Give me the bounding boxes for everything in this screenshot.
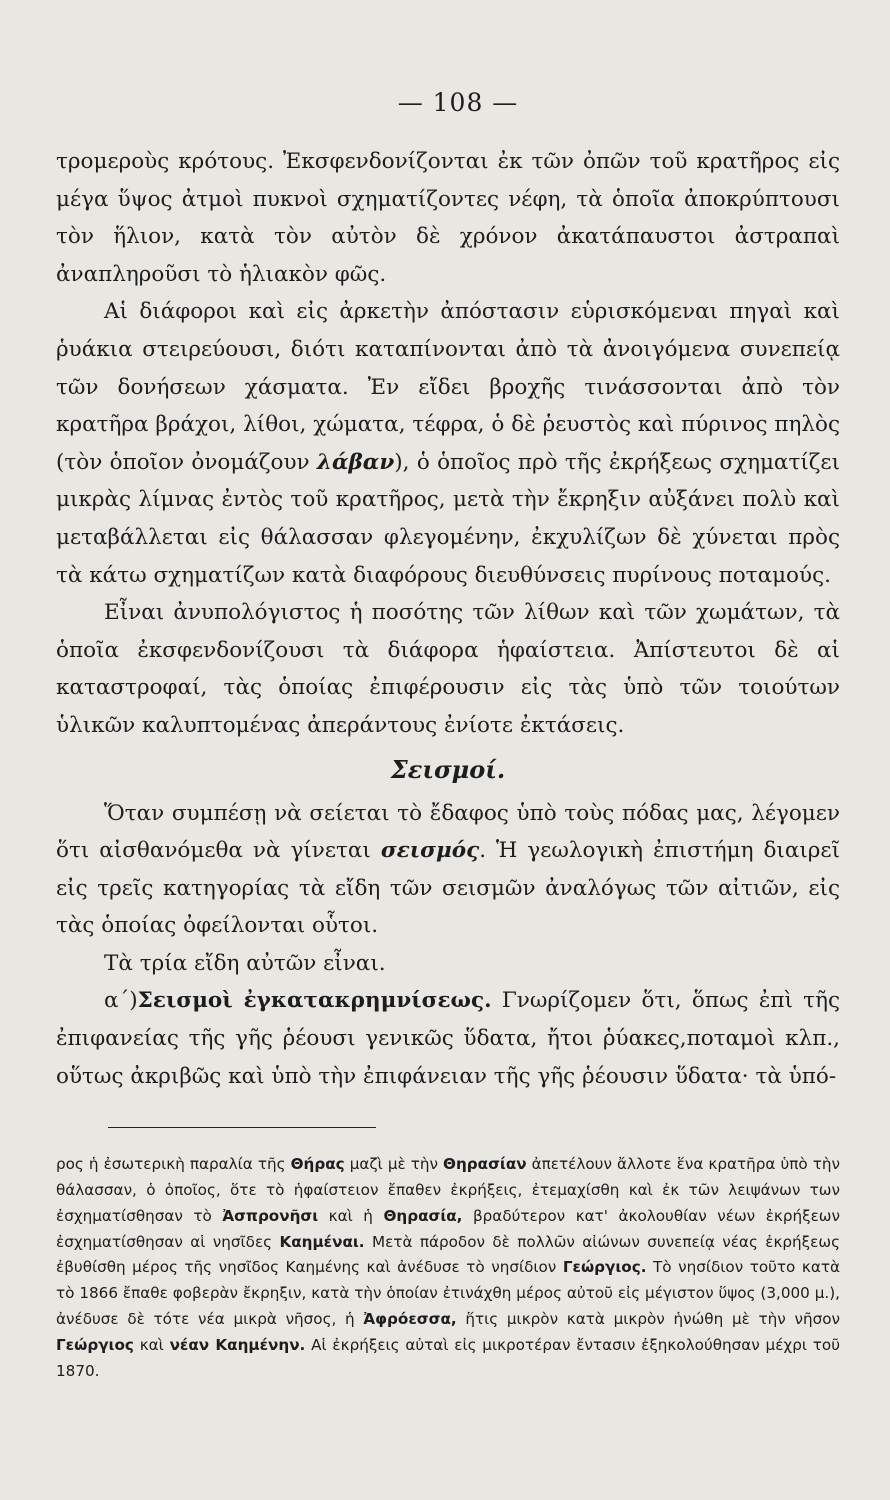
emphasis-run: Γεώργιος. bbox=[562, 1258, 647, 1277]
emphasis-run: Ἀσπρονῆσι bbox=[222, 1206, 319, 1225]
paragraphs-after-heading bbox=[56, 795, 840, 1096]
text-run: Τὰ τρία εἴδη αὐτῶν εἶναι. bbox=[104, 950, 386, 976]
footnote-paragraph bbox=[56, 1152, 840, 1384]
page-number: — 108 — bbox=[397, 88, 519, 117]
footnote-divider bbox=[108, 1127, 376, 1128]
text-run: ἥτις μικρὸν κατὰ μικρὸν ἡνώθη μὲ τὴν νῆσον bbox=[456, 1310, 840, 1329]
main-text bbox=[56, 143, 840, 1095]
emphasis-run: Θηρασία, bbox=[383, 1206, 463, 1225]
text-run: μαζὶ μὲ τὴν bbox=[344, 1155, 444, 1174]
footnote bbox=[56, 1152, 840, 1384]
emphasis-run: Καημέναι. bbox=[279, 1232, 365, 1251]
paragraph bbox=[56, 594, 840, 744]
emphasis-run: λάβαν bbox=[316, 449, 395, 475]
text-run: καὶ ἡ bbox=[318, 1206, 384, 1225]
text-run: τρομεροὺς κρότους. Ἐκσφενδονίζονται ἐκ τῶν ὀπῶν τοῦ κρατῆρος εἰς μέγα ὕψος ἀτμοὶ πυκνοὶ σχηματίζοντες νέφη, τὰ ὁποῖα ἀποκρύπτουσι τὸν ἥλιον, κατὰ τὸν αὐτὸν δὲ χρόνον ἀκατάπαυστοι ἀστραπαὶ ἀναπληροῦσι τὸ ἡλιακὸν φῶς. bbox=[56, 149, 840, 287]
text-run: Αἱ διάφοροι καὶ εἰς ἀρκετὴν ἀπόστασιν εὑρισκόμεναι πηγαὶ καὶ ῥυάκια στειρεύουσι, διότι καταπίνονται ἀπὸ τὰ ἀνοιγόμενα συνεπείᾳ τῶν δονήσεων χάσματα. Ἐν εἴδει βροχῆς τινάσσονται ἀπὸ τὸν κρατῆρα βράχοι, λίθοι, χώματα, τέφρα, ὁ δὲ ῥευστὸς καὶ πύρινος πηλὸς (τὸν ὁποῖον ὀνομάζουν bbox=[56, 299, 840, 475]
paragraphs-before-heading bbox=[56, 143, 840, 745]
text-run: . Ἡ γεωλογικὴ ἐπιστήμη διαιρεῖ εἰς τρεῖς κατηγορίας τὰ εἴδη τῶν σεισμῶν ἀναλόγως τῶν αἰτιῶν, εἰς τὰς ὁποίας ὀφείλονται οὗτοι. bbox=[56, 838, 840, 939]
emphasis-run: σεισμός bbox=[380, 838, 480, 864]
text-run: ἀπετέλουν ἄλλοτε ἕνα κρατῆρα ὑπὸ τὴν θάλασσαν, ὁ ὁποῖος, ὅτε τὸ ἡφαίστειον ἔπαθεν ἐκρήξεις, ἐτεμαχίσθη καὶ ἐκ τῶν λειψάνων των ἐσχηματίσθησαν τὸ bbox=[56, 1155, 840, 1225]
paragraph bbox=[56, 143, 840, 293]
text-run: α΄) bbox=[104, 988, 138, 1014]
text-run: καὶ bbox=[133, 1335, 170, 1354]
emphasis-run: νέαν Καημένην. bbox=[169, 1335, 306, 1354]
emphasis-run: Ἀφρόεσσα, bbox=[363, 1310, 457, 1329]
text-run: Ὅταν συμπέσῃ νὰ σείεται τὸ ἔδαφος ὑπὸ τοὺς πόδας μας, λέγομεν ὅτι αἰσθανόμεθα νὰ γίνεται bbox=[56, 800, 840, 864]
text-run: ρος ἡ ἐσωτερικὴ παραλία τῆς bbox=[56, 1155, 291, 1174]
text-run: Τὸ νησίδιον τοῦτο κατὰ τὸ 1866 ἔπαθε φοβερὰν ἔκρηξιν, κατὰ τὴν ὁποίαν ἐτινάχθη μέρος αὐτοῦ εἰς μέγιστον ὕψος (3,000 μ.), ἀνέδυσε δὲ τότε νέα μικρὰ νῆσος, ἡ bbox=[56, 1258, 840, 1329]
emphasis-run: Σεισμοὶ ἐγκατακρημνίσεως. bbox=[137, 988, 492, 1014]
text-run: Μετὰ πάροδον δὲ πολλῶν αἰώνων συνεπείᾳ νέας ἐκρήξεως ἐβυθίσθη μέρος τῆς νησῖδος Καημένης καὶ ἀνέδυσε τὸ νησίδιον bbox=[56, 1232, 840, 1277]
emphasis-run: Γεώργιος bbox=[56, 1335, 134, 1354]
text-run: Αἱ ἐκρήξεις αὐταὶ εἰς μικροτέραν ἔντασιν ἐξηκολούθησαν μέχρι τοῦ 1870. bbox=[56, 1335, 840, 1380]
emphasis-run: Θήρας bbox=[290, 1155, 345, 1174]
text-run: βραδύτερον κατ' ἀκολουθίαν νέων ἐκρήξεων ἐσχηματίσθησαν αἱ νησῖδες bbox=[56, 1206, 840, 1251]
text-run: Εἶναι ἀνυπολόγιστος ἡ ποσότης τῶν λίθων καὶ τῶν χωμάτων, τὰ ὁποῖα ἐκσφενδονίζουσι τὰ διάφορα ἡφαίστεια. Ἀπίστευτοι δὲ αἱ καταστροφαί, τὰς ὁποίας ἐπιφέρουσιν εἰς τὰς ὑπὸ τῶν τοιούτων ὑλικῶν καλυπτομένας ἀπεράντους ἐνίοτε ἐκτάσεις. bbox=[56, 600, 840, 738]
emphasis-run: Θηρασίαν bbox=[443, 1155, 527, 1174]
text-run: ), ὁ ὁποῖος πρὸ τῆς ἐκρήξεως σχηματίζει μικρὰς λίμνας ἐντὸς τοῦ κρατῆρος, μετὰ τὴν ἔκρηξιν αὐξάνει πολὺ καὶ μεταβάλλεται εἰς θάλασσαν φλεγομένην, ἐκχυλίζων δὲ χύνεται πρὸς τὰ κάτω σχηματίζων κατὰ διαφόρους διευθύνσεις πυρίνους ποταμούς. bbox=[56, 449, 840, 588]
section-heading: Σεισμοί. bbox=[390, 754, 506, 784]
text-run: Γνωρίζομεν ὅτι, ὅπως ἐπὶ τῆς ἐπιφανείας τῆς γῆς ῥέουσι γενικῶς ὕδατα, ἤτοι ῥύακες,ποταμοὶ κλπ., οὕτως ἀκριβῶς καὶ ὑπὸ τὴν ἐπιφάνειαν τῆς γῆς ῥέουσιν ὕδατα· τὰ ὑπό- bbox=[56, 988, 840, 1089]
paragraph bbox=[56, 293, 840, 594]
paragraph bbox=[56, 945, 840, 983]
paragraph bbox=[56, 982, 840, 1095]
paragraph bbox=[56, 795, 840, 945]
